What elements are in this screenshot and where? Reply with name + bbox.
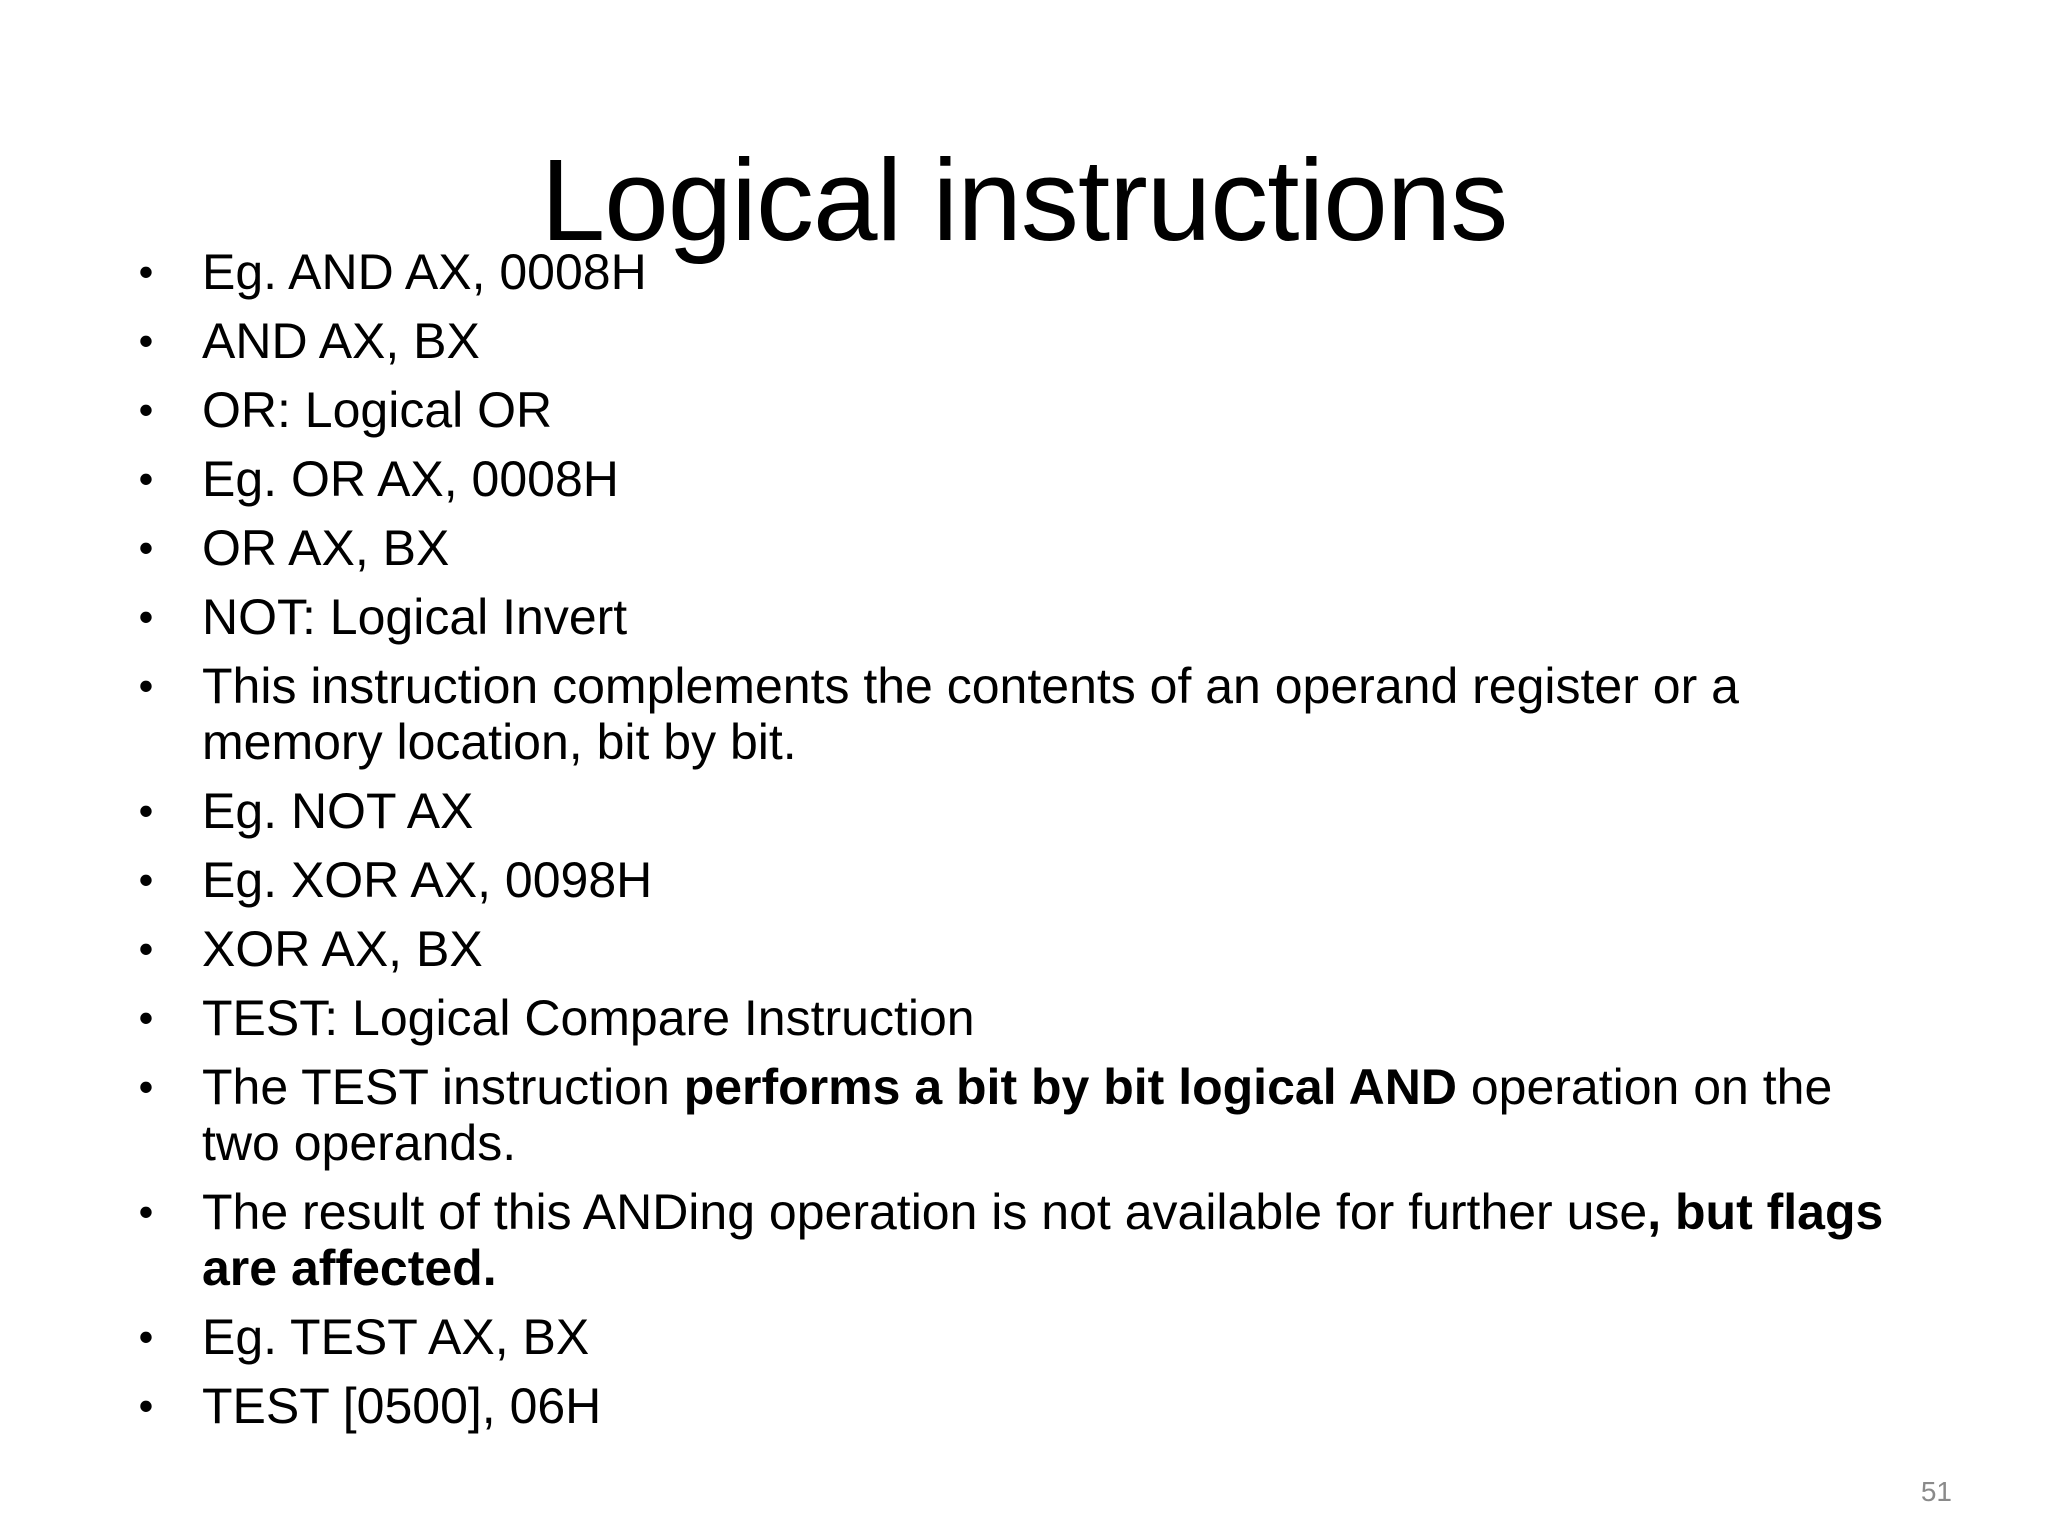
bullet-item bbox=[138, 921, 1922, 977]
bullet-item bbox=[138, 382, 1922, 438]
bullet-text: Eg. NOT AX bbox=[202, 783, 474, 839]
bullet-text-bold: , but flags are affected. bbox=[202, 1184, 1884, 1296]
bullet-text: Eg. AND AX, 0008H bbox=[202, 244, 647, 300]
bullet-text: NOT: Logical Invert bbox=[202, 589, 628, 645]
bullet-text-post: operation on the two operands. bbox=[202, 1059, 1833, 1171]
bullet-item bbox=[138, 244, 1922, 300]
bullet-item bbox=[138, 852, 1922, 908]
bullet-item bbox=[138, 658, 1922, 770]
bullet-icon: • bbox=[138, 593, 154, 640]
bullet-icon: • bbox=[138, 248, 154, 295]
bullet-text-pre: The result of this ANDing operation is not available for further use bbox=[202, 1184, 1648, 1240]
bullet-list bbox=[138, 244, 1922, 1447]
bullet-icon: • bbox=[138, 524, 154, 571]
bullet-item bbox=[138, 1059, 1922, 1171]
bullet-item bbox=[138, 1378, 1922, 1434]
bullet-item bbox=[138, 1184, 1922, 1296]
bullet-icon: • bbox=[138, 787, 154, 834]
bullet-text: Eg. TEST AX, BX bbox=[202, 1309, 590, 1365]
bullet-icon: • bbox=[138, 1382, 154, 1429]
bullet-icon: • bbox=[138, 317, 154, 364]
bullet-text: Eg. OR AX, 0008H bbox=[202, 451, 619, 507]
bullet-icon: • bbox=[138, 1063, 154, 1110]
bullet-item bbox=[138, 451, 1922, 507]
slide-title: Logical instructions bbox=[540, 135, 1508, 265]
bullet-text-pre: The TEST instruction bbox=[202, 1059, 684, 1115]
bullet-item bbox=[138, 313, 1922, 369]
bullet-text: TEST: Logical Compare Instruction bbox=[202, 990, 975, 1046]
bullet-text: TEST [0500], 06H bbox=[202, 1378, 602, 1434]
bullet-icon: • bbox=[138, 1188, 154, 1235]
bullet-text: OR AX, BX bbox=[202, 520, 450, 576]
bullet-item bbox=[138, 520, 1922, 576]
bullet-icon: • bbox=[138, 994, 154, 1041]
bullet-icon: • bbox=[138, 455, 154, 502]
bullet-item bbox=[138, 1309, 1922, 1365]
bullet-icon: • bbox=[138, 662, 154, 709]
bullet-item bbox=[138, 783, 1922, 839]
bullet-text: XOR AX, BX bbox=[202, 921, 483, 977]
bullet-text: Eg. XOR AX, 0098H bbox=[202, 852, 653, 908]
bullet-icon: • bbox=[138, 856, 154, 903]
page-number: 51 bbox=[1920, 1476, 1952, 1507]
bullet-text: This instruction complements the contents of an operand register or a memory location, bit by bit. bbox=[202, 658, 1739, 770]
bullet-text: AND AX, BX bbox=[202, 313, 480, 369]
bullet-icon: • bbox=[138, 386, 154, 433]
bullet-text-bold: performs a bit by bit logical AND bbox=[683, 1059, 1457, 1115]
bullet-text: OR: Logical OR bbox=[202, 382, 553, 438]
bullet-item bbox=[138, 589, 1922, 645]
bullet-icon: • bbox=[138, 925, 154, 972]
bullet-item bbox=[138, 990, 1922, 1046]
bullet-icon: • bbox=[138, 1313, 154, 1360]
